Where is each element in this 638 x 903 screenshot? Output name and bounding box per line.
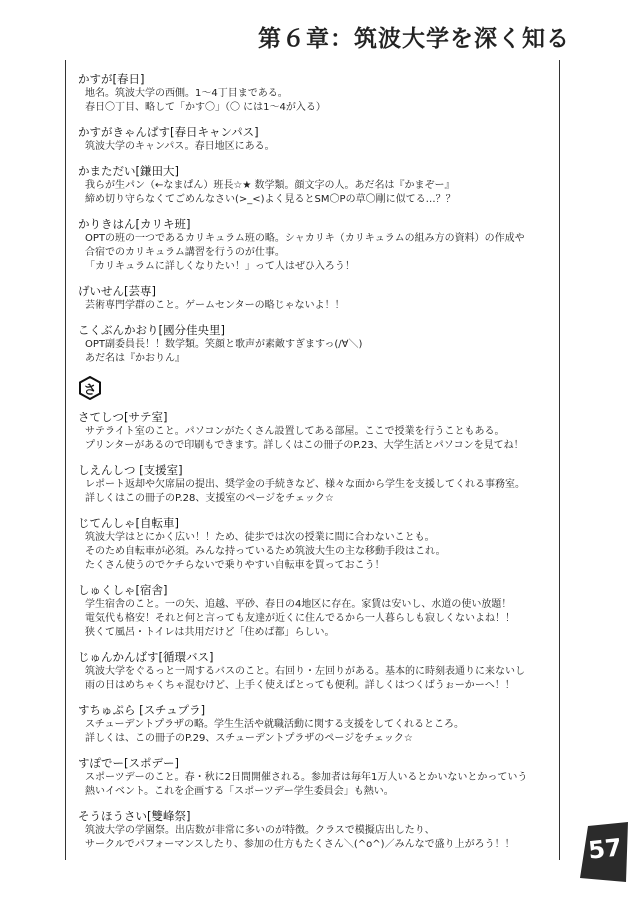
entry-description: 締め切り守らなくてごめんなさい(>_<)よく見るとSM〇Pの草〇剛に似てる…？？ <box>85 194 456 205</box>
entry-term: さてしつ[サテ室] <box>78 410 168 424</box>
entry-description: OPT副委員長！！数学類。笑顔と歌声が素敵すぎますっ(/∀＼) <box>85 339 363 350</box>
entry-description: たくさん使うのでケチらないで乗りやすい自転車を買っておこう！ <box>85 560 385 571</box>
entry-term: すちゅぷら [スチュプラ] <box>78 703 206 717</box>
section-badge-label: さ <box>83 382 97 398</box>
glossary-entry <box>78 284 560 313</box>
glossary-entry <box>78 516 560 573</box>
entries-group-ka <box>78 72 560 366</box>
entry-description: 電気代も格安！それと何と言っても友達が近くに住んでるから一人暮らしも寂しくないよね！！ <box>85 613 515 624</box>
entry-description: プリンターがあるので印刷もできます。詳しくはこの冊子のP.23、大学生活とパソコンを見てね！ <box>85 440 524 451</box>
entry-term: げいせん[芸専] <box>78 284 156 298</box>
entry-description: 詳しくはこの冊子のP.28、支援室のページをチェック☆ <box>85 493 334 504</box>
entry-term: すぽでー[スポデー] <box>78 756 179 770</box>
glossary-entry <box>78 583 560 640</box>
glossary-entry <box>78 217 560 274</box>
entry-description: 合宿でのカリキュラム講習を行うのが仕事。 <box>85 247 285 258</box>
entry-description: OPTの班の一つであるカリキュラム班の略。シャカリキ（カリキュラムの組み方の資料）の作成や <box>85 233 525 244</box>
entry-description: サテライト室のこと。パソコンがたくさん設置してある部屋。ここで授業を行うこともある。 <box>85 426 505 437</box>
glossary-content <box>78 72 560 862</box>
entry-term: かすがきゃんぱす[春日キャンパス] <box>78 125 259 139</box>
entry-description: 狭くて風呂・トイレは共用だけど「住めば都」らしい。 <box>85 627 335 638</box>
entry-term: じてんしゃ[自転車] <box>78 516 179 530</box>
entry-description: あだ名は『かおりん』 <box>85 353 185 364</box>
entry-term: こくぶんかおり[國分佳央里] <box>78 323 225 337</box>
entry-description: 地名。筑波大学の西側。1～4丁目まである。 <box>85 88 288 99</box>
entry-description: 筑波大学の学園祭。出店数が非常に多いのが特徴。クラスで模擬店出したり、 <box>85 825 435 836</box>
glossary-entry <box>78 703 560 746</box>
page-number: 57 <box>586 833 624 865</box>
glossary-entry <box>78 410 560 453</box>
entry-term: そうほうさい[雙峰祭] <box>78 809 191 823</box>
entry-description: 芸術専門学群のこと。ゲームセンターの略じゃないよ！！ <box>85 300 345 311</box>
entry-description: 学生宿舎のこと。一の矢、追越、平砂、春日の4地区に存在。家賃は安いし、水道の使い放題！ <box>85 599 512 610</box>
chapter-title: 第６章：筑波大学を深く知る <box>258 26 570 52</box>
entry-description: サークルでパフォーマンスしたり、参加の仕方もたくさん＼(^o^)／みんなで盛り上がろう！！ <box>85 839 515 850</box>
entry-description: 筑波大学のキャンパス。春日地区にある。 <box>85 141 275 152</box>
entry-description: 我らが生パン（←なまぱん）班長☆★ 数学類。顔文字の人。あだ名は『かまぞー』 <box>85 180 455 191</box>
entry-term: かすが[春日] <box>78 72 145 86</box>
entry-description: 詳しくは、この冊子のP.29、スチューデントプラザのページをチェック☆ <box>85 733 413 744</box>
entry-description: スポーツデーのこと。春・秋に2日間開催される。参加者は毎年1万人いるとかいないとかっていう <box>85 772 528 783</box>
entry-term: じゅんかんばす[循環バス] <box>78 650 214 664</box>
glossary-entry <box>78 809 560 852</box>
glossary-entry <box>78 463 560 506</box>
entry-description: 熱いイベント。これを企画する「スポーツデー学生委員会」も熱い。 <box>85 786 394 797</box>
entry-description: 筑波大学をぐるっと一周するバスのこと。右回り・左回りがある。基本的に時刻表通りに来ないし <box>85 666 525 677</box>
entry-description: レポート返却や欠席届の提出、奨学金の手続きなど、様々な面から学生を支援してくれる事務室。 <box>85 479 525 490</box>
page-number-badge <box>580 822 630 882</box>
glossary-entry <box>78 164 560 207</box>
entries-group-sa <box>78 410 560 852</box>
glossary-entry <box>78 72 560 115</box>
glossary-entry <box>78 125 560 154</box>
section-badge <box>78 376 102 400</box>
entry-term: かりきはん[カリキ班] <box>78 217 191 231</box>
glossary-entry <box>78 756 560 799</box>
entry-term: しえんしつ [支援室] <box>78 463 183 477</box>
entry-term: しゅくしゃ[宿舎] <box>78 583 168 597</box>
glossary-entry <box>78 650 560 693</box>
entry-description: そのため自転車が必須。みんな持っているため筑波大生の主な移動手段はこれ。 <box>85 546 446 557</box>
entry-term: かまただい[鎌田大] <box>78 164 179 178</box>
entry-description: 春日〇丁目、略して「かす〇」（〇 には1～4が入る） <box>85 102 326 113</box>
entry-description: スチューデントプラザの略。学生生活や就職活動に関する支援をしてくれるところ。 <box>85 719 464 730</box>
entry-description: 「カリキュラムに詳しくなりたい！」って人はぜひ入ろう！ <box>85 261 355 272</box>
entry-description: 雨の日はめちゃくちゃ混むけど、上手く使えばとっても便利。詳しくはつくばうぉーかーへ！！ <box>85 680 515 691</box>
glossary-entry <box>78 323 560 366</box>
entry-description: 筑波大学はとにかく広い！！ため、徒歩では次の授業に間に合わないことも。 <box>85 532 435 543</box>
